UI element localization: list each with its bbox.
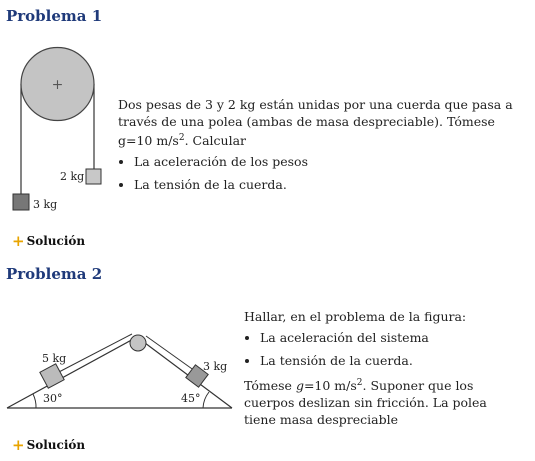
problem1-pulley-figure xyxy=(0,0,120,220)
problem2-solution-label: Solución xyxy=(26,438,86,452)
problem1-question-2: • La tensión de la cuerda. xyxy=(134,176,513,193)
angle-45-label: 45° xyxy=(181,392,201,405)
problem2-statement xyxy=(244,308,514,428)
mass-5kg-block xyxy=(40,364,64,388)
plus-icon: + xyxy=(12,436,25,454)
mass-3kg-label-2: 3 kg xyxy=(203,360,228,373)
mass-3kg-label: 3 kg xyxy=(33,198,58,211)
problem1-solution-label: Solución xyxy=(26,234,86,248)
pulley-wheel-2 xyxy=(130,335,146,351)
problem2-question-2: • La tensión de la cuerda. xyxy=(260,352,514,369)
problem2-note: Tómese g=10 $m/s^2$. Suponer que los cuerpos deslizan sin fricción. La polea tiene masa despreciable xyxy=(244,378,487,428)
angle-30-label: 30° xyxy=(43,392,63,405)
problem2-intro: Hallar, en el problema de la figura: xyxy=(244,309,467,324)
problem2-title: Problema 2 xyxy=(6,265,103,283)
mass-5kg-label: 5 kg xyxy=(42,352,67,365)
problem1-title: Problema 1 xyxy=(6,7,103,25)
problem1-paragraph: Dos pesas de 3 y 2 kg están unidas por una cuerda que pasa a través de una polea (ambas de masa despreciable). Tómese g=10 $m/s^2$. Calcular xyxy=(118,97,513,149)
problem1-statement xyxy=(118,96,513,199)
mass-2kg-block xyxy=(86,169,101,184)
problem1-questions xyxy=(118,153,513,193)
mass-3kg-block xyxy=(13,194,29,210)
problem1-question-1: • La aceleración de los pesos xyxy=(134,153,513,170)
problem2-questions xyxy=(244,329,514,369)
plus-icon: + xyxy=(12,232,25,250)
mass-2kg-label: 2 kg xyxy=(60,170,85,183)
problem2-solution-toggle[interactable] xyxy=(12,438,85,452)
problem2-incline-figure xyxy=(0,300,240,454)
pulley-center-mark: + xyxy=(51,77,64,93)
problem1-solution-toggle[interactable] xyxy=(12,234,85,248)
problem2-question-1: • La aceleración del sistema xyxy=(260,329,514,346)
